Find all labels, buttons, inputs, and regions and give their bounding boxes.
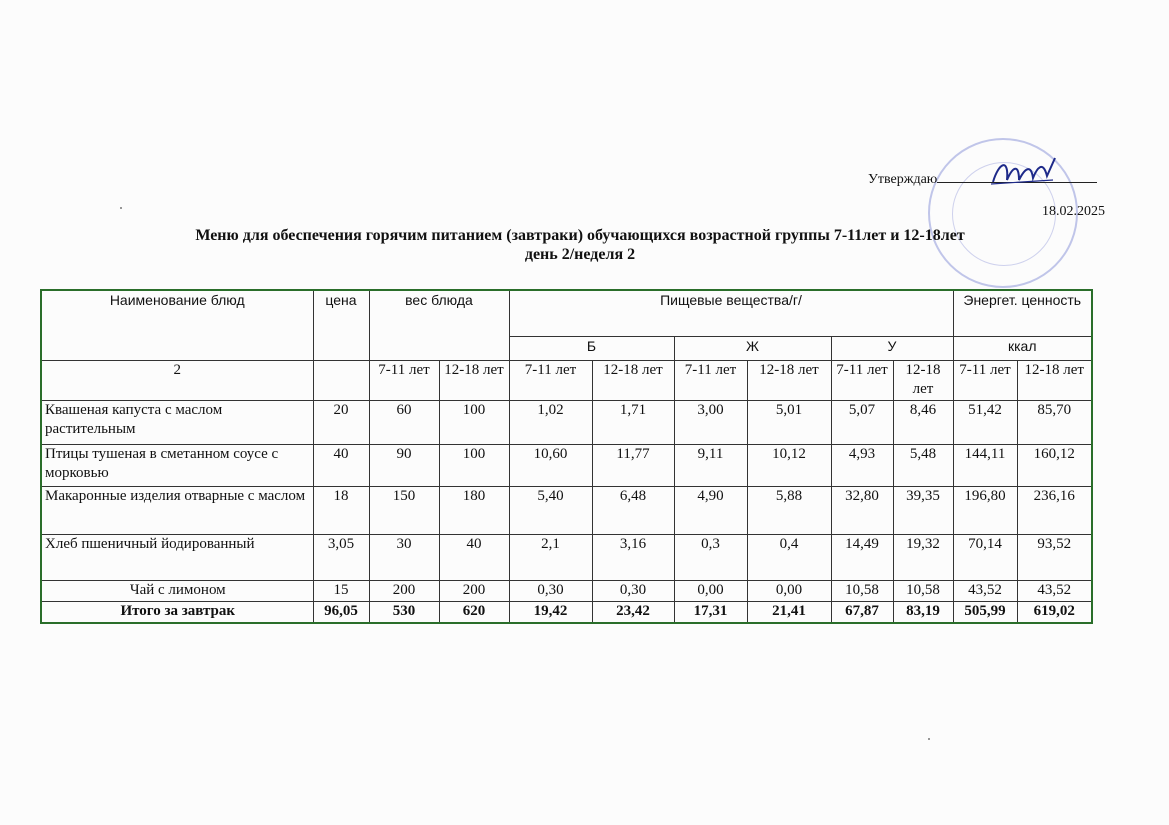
kcal-young: 51,42 [953, 400, 1017, 444]
fat-young: 0,3 [674, 534, 747, 580]
protein-old: 6,48 [592, 486, 674, 534]
age-weight-old: 12-18 лет [439, 360, 509, 400]
total-label: Итого за завтрак [41, 601, 313, 623]
protein-young: 10,60 [509, 444, 592, 486]
menu-table [40, 289, 1093, 624]
weight-young: 200 [369, 580, 439, 601]
fat-old: 0,00 [747, 580, 831, 601]
fat-old: 0,4 [747, 534, 831, 580]
scan-speck [120, 207, 122, 209]
carbs-old: 8,46 [893, 400, 953, 444]
kcal-old: 85,70 [1017, 400, 1092, 444]
fat-old: 5,88 [747, 486, 831, 534]
carbs-young: 10,58 [831, 580, 893, 601]
scan-speck [928, 738, 930, 740]
total-protein-old: 23,42 [592, 601, 674, 623]
carbs-young: 32,80 [831, 486, 893, 534]
header-kcal: ккал [953, 336, 1092, 360]
age-protein-old: 12-18 лет [592, 360, 674, 400]
age-protein-young: 7-11 лет [509, 360, 592, 400]
weight-old: 200 [439, 580, 509, 601]
age-fat-old: 12-18 лет [747, 360, 831, 400]
header-carbs: У [831, 336, 953, 360]
dish-price: 15 [313, 580, 369, 601]
header-price-empty [313, 360, 369, 400]
protein-young: 1,02 [509, 400, 592, 444]
weight-young: 150 [369, 486, 439, 534]
age-carbs-young: 7-11 лет [831, 360, 893, 400]
table-row [41, 534, 1092, 580]
fat-young: 9,11 [674, 444, 747, 486]
title-line-2: день 2/неделя 2 [524, 246, 636, 263]
header-weight: вес блюда [369, 290, 509, 360]
signature-mark [985, 150, 1065, 195]
carbs-young: 5,07 [831, 400, 893, 444]
header-price: цена [313, 290, 369, 360]
header-nutrients: Пищевые вещества/г/ [509, 290, 953, 336]
carbs-old: 19,32 [893, 534, 953, 580]
kcal-old: 43,52 [1017, 580, 1092, 601]
total-fat-old: 21,41 [747, 601, 831, 623]
dish-name: Хлеб пшеничный йодированный [41, 534, 313, 580]
table-row [41, 580, 1092, 601]
weight-young: 90 [369, 444, 439, 486]
dish-price: 40 [313, 444, 369, 486]
total-weight-young: 530 [369, 601, 439, 623]
total-kcal-old: 619,02 [1017, 601, 1092, 623]
protein-old: 0,30 [592, 580, 674, 601]
age-carbs-old: 12-18 лет [893, 360, 953, 400]
dish-name: Чай с лимоном [41, 580, 313, 601]
total-carbs-old: 83,19 [893, 601, 953, 623]
fat-old: 10,12 [747, 444, 831, 486]
kcal-old: 160,12 [1017, 444, 1092, 486]
total-price: 96,05 [313, 601, 369, 623]
total-weight-old: 620 [439, 601, 509, 623]
age-weight-young: 7-11 лет [369, 360, 439, 400]
weight-old: 100 [439, 444, 509, 486]
dish-name: Квашеная капуста с маслом растительным [41, 400, 313, 444]
total-protein-young: 19,42 [509, 601, 592, 623]
header-energy: Энергет. ценность [953, 290, 1092, 336]
title-line-1: Меню для обеспечения горячим питанием (завтраки) обучающихся возрастной группы 7-11лет и 12-18лет [195, 227, 965, 244]
total-fat-young: 17,31 [674, 601, 747, 623]
carbs-old: 10,58 [893, 580, 953, 601]
weight-young: 60 [369, 400, 439, 444]
carbs-young: 14,49 [831, 534, 893, 580]
total-kcal-young: 505,99 [953, 601, 1017, 623]
dish-price: 18 [313, 486, 369, 534]
header-row-number: 2 [41, 360, 313, 400]
dish-name: Макаронные изделия отварные с маслом [41, 486, 313, 534]
fat-young: 0,00 [674, 580, 747, 601]
kcal-old: 93,52 [1017, 534, 1092, 580]
protein-young: 0,30 [509, 580, 592, 601]
protein-old: 11,77 [592, 444, 674, 486]
dish-price: 3,05 [313, 534, 369, 580]
kcal-young: 70,14 [953, 534, 1017, 580]
age-kcal-young: 7-11 лет [953, 360, 1017, 400]
kcal-old: 236,16 [1017, 486, 1092, 534]
table-row [41, 400, 1092, 444]
weight-old: 40 [439, 534, 509, 580]
kcal-young: 43,52 [953, 580, 1017, 601]
kcal-young: 196,80 [953, 486, 1017, 534]
carbs-old: 39,35 [893, 486, 953, 534]
protein-young: 2,1 [509, 534, 592, 580]
table-row [41, 486, 1092, 534]
protein-old: 1,71 [592, 400, 674, 444]
fat-old: 5,01 [747, 400, 831, 444]
total-row [41, 601, 1092, 623]
protein-old: 3,16 [592, 534, 674, 580]
table-row [41, 444, 1092, 486]
age-kcal-old: 12-18 лет [1017, 360, 1092, 400]
weight-young: 30 [369, 534, 439, 580]
weight-old: 180 [439, 486, 509, 534]
total-carbs-young: 67,87 [831, 601, 893, 623]
header-protein: Б [509, 336, 674, 360]
weight-old: 100 [439, 400, 509, 444]
dish-price: 20 [313, 400, 369, 444]
header-fat: Ж [674, 336, 831, 360]
approval-date: 18.02.2025 [1042, 204, 1105, 219]
protein-young: 5,40 [509, 486, 592, 534]
dish-name: Птицы тушеная в сметанном соусе с морковью [41, 444, 313, 486]
carbs-old: 5,48 [893, 444, 953, 486]
fat-young: 4,90 [674, 486, 747, 534]
age-fat-young: 7-11 лет [674, 360, 747, 400]
kcal-young: 144,11 [953, 444, 1017, 486]
page-title [60, 226, 1100, 264]
header-dish-name: Наименование блюд [41, 290, 313, 360]
approval-label: Утверждаю [868, 172, 938, 187]
fat-young: 3,00 [674, 400, 747, 444]
carbs-young: 4,93 [831, 444, 893, 486]
